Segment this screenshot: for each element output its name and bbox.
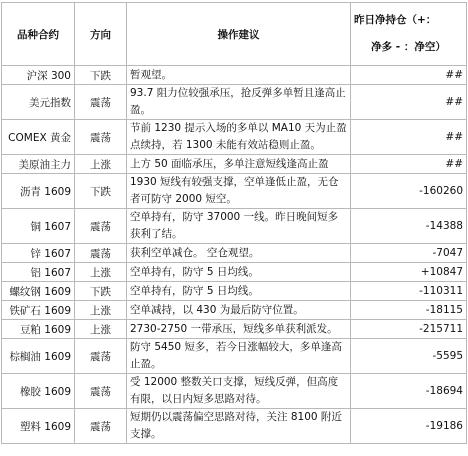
direction: 震荡 bbox=[75, 209, 127, 244]
net-position: -160260 bbox=[351, 174, 467, 209]
direction: 下跌 bbox=[75, 282, 127, 301]
futures-advice-table bbox=[1, 2, 467, 444]
contract-name: 锌 1607 bbox=[2, 244, 75, 263]
advice: 2730-2750 一带承压，短线多单获利派发。 bbox=[127, 320, 351, 339]
advice: 空单持有，防守 37000 一线。昨日晚间短多获利了结。 bbox=[127, 209, 351, 244]
advice: 获利空单减仓。 空仓观望。 bbox=[127, 244, 351, 263]
contract-name: 橡胶 1609 bbox=[2, 374, 75, 409]
header-net-position-line1: 昨日净持仓（+： bbox=[354, 14, 437, 26]
net-position: +10847 bbox=[351, 263, 467, 282]
advice: 93.7 阻力位较强承压，抢反弹多单暂且逢高止盈。 bbox=[127, 85, 351, 120]
table-row bbox=[2, 244, 467, 263]
net-position: -18694 bbox=[351, 374, 467, 409]
advice: 上方 50 面临承压，多单注意短线逢高止盈 bbox=[127, 155, 351, 174]
header-name: 品种合约 bbox=[2, 3, 75, 66]
header-direction: 方向 bbox=[75, 3, 127, 66]
direction: 上涨 bbox=[75, 320, 127, 339]
direction: 震荡 bbox=[75, 85, 127, 120]
advice: 空单持有，防守 5 日均线。 bbox=[127, 282, 351, 301]
table-row bbox=[2, 209, 467, 244]
direction: 上涨 bbox=[75, 155, 127, 174]
direction: 下跌 bbox=[75, 174, 127, 209]
advice: 短期仍以震荡偏空思路对待，关注 8100 附近支撑。 bbox=[127, 409, 351, 444]
table-row bbox=[2, 374, 467, 409]
direction: 震荡 bbox=[75, 374, 127, 409]
contract-name: 铜 1607 bbox=[2, 209, 75, 244]
contract-name: 铁矿石 1609 bbox=[2, 301, 75, 320]
contract-name: 豆粕 1609 bbox=[2, 320, 75, 339]
table-row bbox=[2, 339, 467, 374]
header-advice: 操作建议 bbox=[127, 3, 351, 66]
header-net-position-line2: 净多 - ：净空） bbox=[371, 41, 446, 53]
direction: 震荡 bbox=[75, 339, 127, 374]
contract-name: 铝 1607 bbox=[2, 263, 75, 282]
table-row bbox=[2, 320, 467, 339]
advice: 1930 短线有较强支撑，空单逢低止盈，无仓者可防守 2000 短空。 bbox=[127, 174, 351, 209]
table-header-row bbox=[2, 3, 467, 66]
net-position: -18115 bbox=[351, 301, 467, 320]
table-row bbox=[2, 174, 467, 209]
direction: 震荡 bbox=[75, 244, 127, 263]
direction: 上涨 bbox=[75, 263, 127, 282]
direction: 上涨 bbox=[75, 301, 127, 320]
net-position: ## bbox=[351, 120, 467, 155]
table-row bbox=[2, 263, 467, 282]
advice: 受 12000 整数关口支撑，短线反弹，但高度有限，以日内短多思路对待。 bbox=[127, 374, 351, 409]
contract-name: 塑料 1609 bbox=[2, 409, 75, 444]
net-position: -19186 bbox=[351, 409, 467, 444]
advice: 防守 5450 短多，若今日涨幅较大，多单逢高止盈。 bbox=[127, 339, 351, 374]
net-position: ## bbox=[351, 155, 467, 174]
net-position: -5595 bbox=[351, 339, 467, 374]
net-position: -14388 bbox=[351, 209, 467, 244]
direction: 震荡 bbox=[75, 409, 127, 444]
contract-name: 美原油主力 bbox=[2, 155, 75, 174]
contract-name: COMEX 黄金 bbox=[2, 120, 75, 155]
contract-name: 沥青 1609 bbox=[2, 174, 75, 209]
net-position: -7047 bbox=[351, 244, 467, 263]
contract-name: 棕榈油 1609 bbox=[2, 339, 75, 374]
table-row bbox=[2, 120, 467, 155]
header-net-position bbox=[351, 3, 467, 66]
contract-name: 沪深 300 bbox=[2, 66, 75, 85]
table-row bbox=[2, 85, 467, 120]
net-position: ## bbox=[351, 85, 467, 120]
net-position: -110311 bbox=[351, 282, 467, 301]
advice: 暂观望。 bbox=[127, 66, 351, 85]
contract-name: 螺纹钢 1609 bbox=[2, 282, 75, 301]
net-position: ## bbox=[351, 66, 467, 85]
contract-name: 美元指数 bbox=[2, 85, 75, 120]
advice: 空单持有，防守 5 日均线。 bbox=[127, 263, 351, 282]
table-row bbox=[2, 409, 467, 444]
advice: 空单减持，以 430 为最后防守位置。 bbox=[127, 301, 351, 320]
direction: 下跌 bbox=[75, 66, 127, 85]
table-row bbox=[2, 66, 467, 85]
table-row bbox=[2, 155, 467, 174]
net-position: -215711 bbox=[351, 320, 467, 339]
table-row bbox=[2, 282, 467, 301]
advice: 节前 1230 提示入场的多单以 MA10 天为止盈点续持，若 1300 未能有效站稳则止盈。 bbox=[127, 120, 351, 155]
table-row bbox=[2, 301, 467, 320]
direction: 震荡 bbox=[75, 120, 127, 155]
